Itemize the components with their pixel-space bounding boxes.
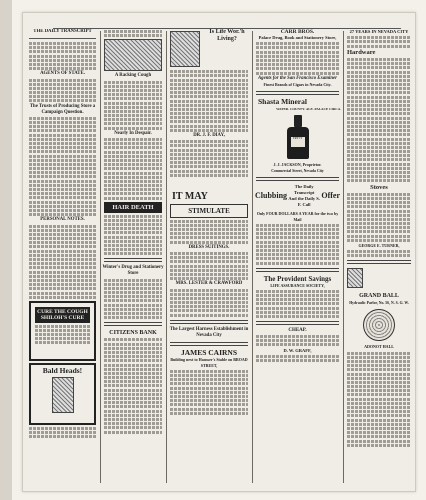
figure-illustration [170, 31, 200, 67]
hair-death-ad: HAIR DEATH [104, 202, 162, 213]
shasta-subheading: WATER. COUNTY. ALE. PALACE CIRCA. [276, 106, 341, 111]
clubbing-offer [255, 184, 340, 208]
article-heading: A Racking Cough [114, 73, 152, 79]
years-heading: 27 YEARS IN NEVADA CITY [349, 29, 409, 34]
turner-heading: GEORGE E. TURNER, [358, 243, 400, 248]
portrait-illustration [52, 377, 74, 413]
column-rule [343, 31, 344, 483]
palace-drug-heading: Palace Drug, Book and Stationery Store, [258, 35, 337, 40]
four-dollars-heading: Only FOUR DOLLARS A YEAR for the two by Mail [256, 210, 339, 222]
bald-heads-ad [29, 363, 96, 425]
citizens-bank-ad: CITIZENS BANK [109, 330, 157, 337]
cairns-subheading: Building next to Hausser's Stable on BROAD STREET, [170, 356, 248, 368]
drug-store-ad: Winter's Drug and Stationery Store [102, 265, 164, 277]
provident-subheading: LIFE ASSURANCE SOCIETY, [270, 282, 325, 288]
jackson-heading: J. J. JACKSON, Proprietor. [273, 161, 322, 167]
column-4 [254, 29, 341, 483]
column-3 [168, 29, 250, 483]
stoves-heading: Stoves [370, 183, 388, 191]
cheap-heading: CHEAP. [288, 327, 307, 333]
harness-heading: The Largest Harness Establishment in Nevada City [169, 326, 249, 338]
life-ad [168, 29, 250, 69]
article-heading: The Trusts of Producing Store a Campaign Question. [29, 103, 96, 115]
column-5 [345, 29, 413, 483]
shiloh-ad [29, 301, 96, 361]
clubbing-paper-2: And the Daily S. F. Call [288, 195, 320, 207]
cigars-heading: Finest Brands of Cigars in Nevada City. [263, 81, 332, 87]
page-gutter [0, 0, 12, 500]
column-rule [100, 31, 101, 483]
hall-heading: ADONOT HALL [364, 344, 394, 350]
grand-ball-heading: GRAND BALL [359, 293, 399, 300]
jackson-subheading: Commercial Street, Nevada City [271, 168, 324, 173]
cairns-heading: JAMES CAIRNS [180, 347, 238, 357]
clubbing-label: Clubbing [255, 190, 288, 200]
provident-heading: The Provident Savings [263, 274, 332, 283]
examiner-heading: Agents for the San Francisco Examiner [257, 75, 338, 81]
dress-suitings-heading: DRESS SUITINGS. [188, 244, 230, 250]
ad-title: Bald Heads! [42, 365, 83, 375]
ball-illustration [347, 268, 363, 288]
bottle-illustration: TRY IT [285, 115, 311, 159]
article-heading: Nearly In Despair. [114, 130, 152, 136]
clubbing-paper-1: The Daily Transcript [293, 183, 315, 195]
shasta-heading: Shasta Mineral [258, 96, 307, 106]
column-rule [252, 31, 253, 483]
column-1 [27, 29, 98, 483]
ad-title: CURE THE COUGH SHILOH'S CURE [35, 307, 90, 323]
it-may-heading: IT MAY [172, 190, 208, 202]
cupid-illustration [104, 39, 162, 71]
lester-crawford-heading: MRS. LESTER & CRAWFORD [175, 281, 243, 287]
carr-heading: CARR BROS. [280, 29, 315, 35]
article-heading: PERSONAL NOTES. [40, 217, 85, 223]
doctor-ad: DR. J. F. DIAY, [193, 133, 225, 138]
article-heading: AGENTS OF STATE. [40, 71, 85, 77]
offer-label: Offer [321, 190, 340, 200]
graff-heading: D. W. GRAFF, [283, 347, 312, 353]
hardware-heading: Hardware [347, 48, 376, 56]
masthead-title: THE DAILY TRANSCRIPT [33, 29, 92, 34]
emblem-illustration [363, 309, 395, 341]
column-2 [102, 29, 164, 483]
hydraulic-heading: Hydraulic Parlor, No. 56, N. S. G. W. [349, 301, 409, 306]
column-rule [166, 31, 167, 483]
newspaper-page [22, 12, 416, 492]
stimulate-heading: STIMULATE [170, 204, 248, 218]
article-heading: Is Life Wor.'h Living? [209, 29, 245, 42]
